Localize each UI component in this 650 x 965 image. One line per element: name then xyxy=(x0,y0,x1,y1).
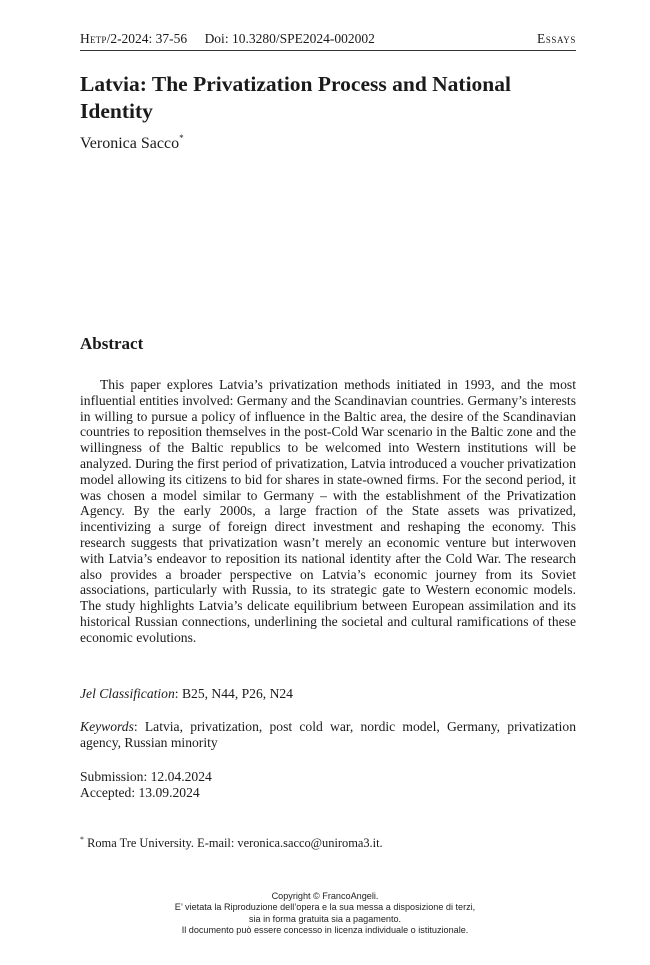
jel-label: Jel Classification xyxy=(80,686,175,701)
footnote-mark: * xyxy=(80,835,84,844)
issue-pages: /2-2024: 37-56 xyxy=(106,31,188,46)
copyright-line: sia in forma gratuita sia a pagamento. xyxy=(248,913,402,924)
accepted-date: Accepted: 13.09.2024 xyxy=(80,785,200,800)
author-name: Veronica Sacco xyxy=(80,135,180,152)
copyright-line: Copyright © FrancoAngeli. xyxy=(271,891,379,901)
doi: Doi: 10.3280/SPE2024-002002 xyxy=(204,31,375,46)
keywords-label: Keywords xyxy=(80,719,134,734)
article-title: Latvia: The Privatization Process and National Identity xyxy=(80,72,511,123)
submission-dates xyxy=(80,769,212,801)
running-header xyxy=(80,30,576,48)
keywords xyxy=(80,719,576,751)
copyright-notice xyxy=(0,891,650,936)
footnote-text: Roma Tre University. E-mail: veronica.sacco@uniroma3.it. xyxy=(84,836,383,850)
copyright-line: Il documento può essere concesso in licenza individuale o istituzionale. xyxy=(181,924,469,935)
jel-codes: : B25, N44, P26, N24 xyxy=(174,686,293,701)
abstract-heading: Abstract xyxy=(80,334,144,353)
submission-date: Submission: 12.04.2024 xyxy=(80,769,212,784)
abstract-text: This paper explores Latvia’s privatization methods initiated in 1993, and the most influential entities involved: Germany and the Scandinavian countries. Germany’s interests in willing to pursue a policy of influence in the Baltic area, the desire of the Scandinavian countries to reposition themselves in the post-Cold War scenario in the Baltic zone and the willingness of the Baltic republics to be welcomed into Western institutions will be analyzed. During the first period of privatization, Latvia introduced a voucher privatization model allowing its citizens to bid for shares in state-owned firms. For the second period, it was chosen a model similar to Germany – with the establishment of the Privatization Agency. By the early 2000s, a large fraction of the State assets was privatized, incentivizing a surge of foreign direct investment and reshaping the economy. This research suggests that privatization wasn’t merely an economic venture but interwoven with Latvia’s endeavor to reposition its national identity after the Cold War. The research also provides a broader perspective on Latvia’s economic journey from its Soviet associations, particularly with Russia, to its strategic gate to Western economic models. The study highlights Latvia’s delicate equilibrium between European assimilation and its historical Russian connections, underlining the societal and cultural ramifications of these economic evolutions. xyxy=(80,377,576,645)
header-rule xyxy=(80,50,576,51)
copyright-line: E’ vietata la Riproduzione dell’opera e la sua messa a disposizione di terzi, xyxy=(174,902,476,913)
section-label: Essays xyxy=(536,31,576,46)
author-footnote-mark: * xyxy=(179,133,184,143)
journal-name: Hetp xyxy=(80,31,107,46)
keywords-list: : Latvia, privatization, post cold war, nordic model, Germany, privatization agency, Russian minority xyxy=(80,719,576,750)
author-line xyxy=(80,134,184,154)
author-footnote xyxy=(80,836,383,851)
jel-classification xyxy=(80,686,576,702)
